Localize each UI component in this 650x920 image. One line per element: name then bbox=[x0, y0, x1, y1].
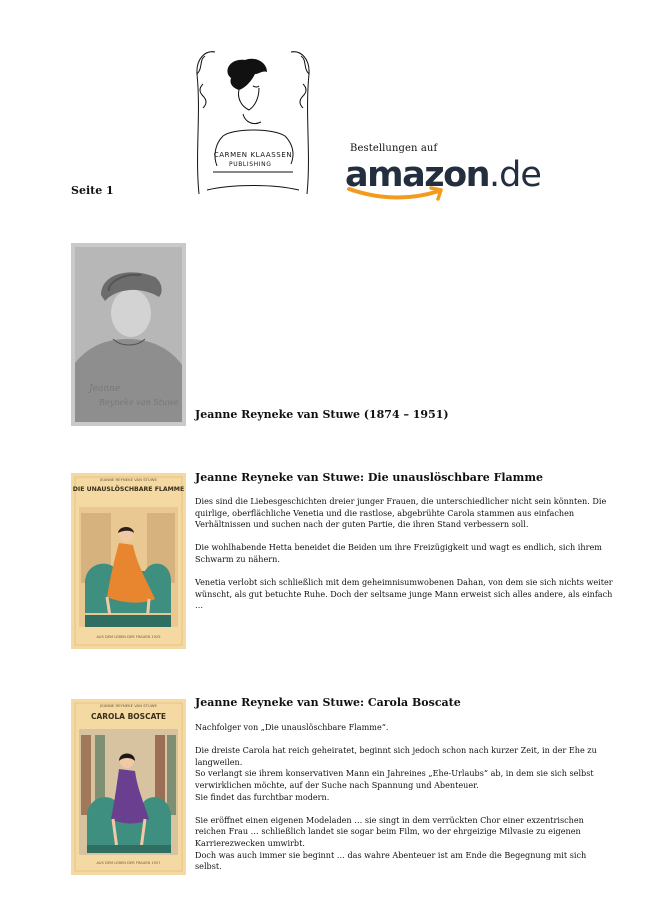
book-cover-1[interactable] bbox=[71, 473, 186, 649]
svg-text:PUBLISHING: PUBLISHING bbox=[229, 161, 272, 168]
book-2-paragraph-2: Die dreiste Carola hat reich geheiratet, beginnt sich jedoch schon nach kurzer Zeit, in der Ehe zu langweilen. bbox=[195, 745, 597, 767]
book-1-paragraph-1: Dies sind die Liebesgeschichten dreier junger Frauen, die unterschiedlicher nicht sein könnten. Die quirlige, oberflächliche Venetia und die rastlose, abgebrühte Carola stammen aus einfachen Verhältnissen und suchen nach der guten Partie, die ihren Stand verbessern soll. bbox=[195, 496, 607, 530]
publisher-logo bbox=[193, 44, 313, 200]
book-cover-2-author: JEANNE REYNEKE VAN STUWE bbox=[100, 703, 157, 708]
book-2-paragraph-4: Sie findet das furchtbar modern. bbox=[195, 791, 330, 802]
page-label: Seite 1 bbox=[71, 184, 114, 197]
book-1-title: Jeanne Reyneke van Stuwe: Die unauslöschbare Flamme bbox=[195, 471, 543, 484]
book-cover-1-subtitle: AUS DEM LEBEN DER FRAUEN 1925 bbox=[96, 635, 161, 639]
svg-text:Reyneke van Stuwe: Reyneke van Stuwe bbox=[99, 398, 179, 407]
book-cover-1-title: DIE UNAUSLÖSCHBARE FLAMME bbox=[72, 486, 185, 493]
book-2-paragraph-5: Sie eröffnet einen eigenen Modeladen … sie singt in dem verrückten Chor einer exzentrischen reichen Frau … schließlich landet sie sogar beim Film, wo der ehrgeizige Milvasie zu eigenen Karrierezwecken umwirbt. bbox=[195, 814, 584, 848]
book-2-paragraph-1: Nachfolger von „Die unauslöschbare Flamme“. bbox=[195, 722, 389, 732]
amazon-logo-name: amazon bbox=[345, 155, 490, 195]
amazon-smile-icon bbox=[345, 185, 465, 205]
portrait-caption: Jeanne Reyneke van Stuwe (1874 – 1951) bbox=[195, 408, 449, 421]
book-2-paragraph-6: Doch was auch immer sie beginnt … das wahre Abenteuer ist am Ende die Begegnung mit sich selbst. bbox=[195, 849, 587, 872]
book-2-paragraph-3: So verlangt sie ihrem konservativen Mann ein Jahreines „Ehe-Urlaubs“ ab, in dem sie sich selbst verwirklichen möchte, auf der Suche nach Spannung und Abenteuer. bbox=[195, 768, 594, 790]
book-cover-1-author: JEANNE REYNEKE VAN STUWE bbox=[100, 477, 157, 482]
book-1-paragraph-3: Venetia verlobt sich schließlich mit dem geheimnisumwobenen Dahan, von dem sie sich nichts weiter wünscht, als gut betuchte Ruhe. Doch der seltsame junge Mann erweist sich alles andere, als einfach … bbox=[195, 577, 613, 611]
amazon-logo[interactable] bbox=[345, 155, 541, 207]
author-portrait-photo bbox=[71, 243, 186, 426]
book-2-description bbox=[195, 722, 615, 873]
svg-text:Jeanne: Jeanne bbox=[89, 384, 121, 394]
book-1-paragraph-2: Die wohlhabende Hetta beneidet die Beiden um ihre Freizügigkeit und wagt es endlich, sich ihrem Schwarm zu nähern. bbox=[195, 542, 602, 564]
book-cover-2-title: CAROLA BOSCATE bbox=[90, 712, 167, 721]
book-2-title: Jeanne Reyneke van Stuwe: Carola Boscate bbox=[195, 696, 461, 709]
book-1-description bbox=[195, 496, 615, 624]
svg-text:CARMEN KLAASSEN: CARMEN KLAASSEN bbox=[213, 151, 293, 159]
order-label: Bestellungen auf bbox=[350, 143, 438, 154]
amazon-logo-tld: .de bbox=[489, 155, 541, 195]
book-cover-2[interactable] bbox=[71, 699, 186, 875]
book-cover-2-subtitle: AUS DEM LEBEN DER FRAUEN 1927 bbox=[96, 861, 161, 865]
